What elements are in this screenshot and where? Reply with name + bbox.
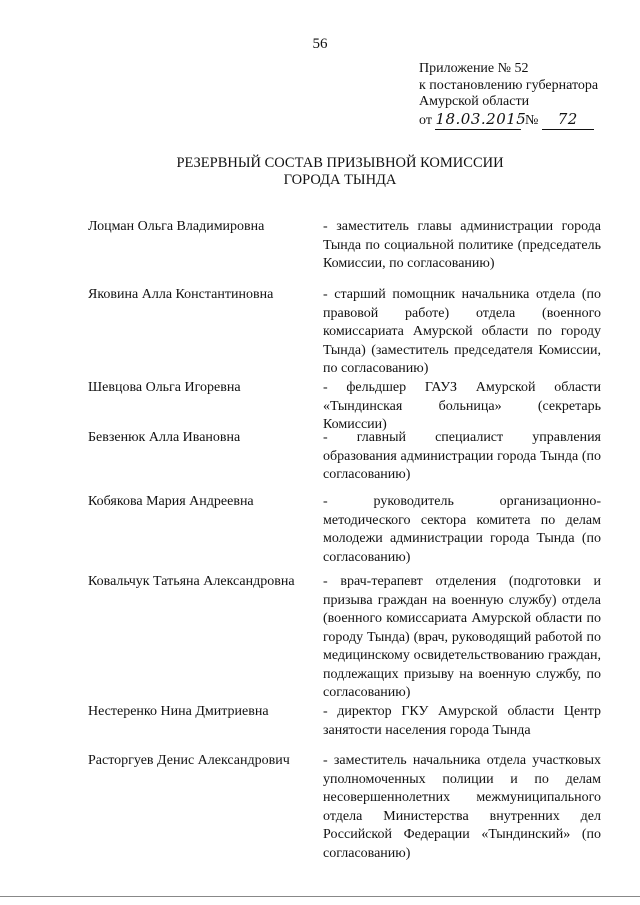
member-name: Бевзенюк Алла Ивановна	[88, 430, 241, 445]
handwritten-date: 18.03.2015	[435, 109, 527, 128]
member-name: Кобякова Мария Андреевна	[88, 494, 254, 509]
member-role: - врач-терапевт отделения (подготовки и призыва граждан на военную службу) отдела (военного комиссариата Амурской области по городу Тында) (врач, руководящий работой по медицинскому освидетельствованию граждан, подлежащих призыву на военную службу, по согласованию)	[323, 574, 601, 700]
member-name: Ковальчук Татьяна Александровна	[88, 574, 295, 589]
member-role: - главный специалист управления образования администрации города Тында (по согласованию)	[323, 430, 601, 482]
member-role: - заместитель главы администрации города Тында по социальной политике (председатель Комиссии, по согласованию)	[323, 219, 601, 271]
member-name: Лоцман Ольга Владимировна	[88, 219, 265, 234]
member-name: Нестеренко Нина Дмитриевна	[88, 704, 269, 719]
number-field	[542, 111, 594, 131]
appendix-decree-ref: к постановлению губернатора	[419, 77, 599, 93]
member-name: Яковина Алла Константиновна	[88, 287, 274, 302]
member-role: - фельдшер ГАУЗ Амурской области «Тындинская больница» (секретарь Комиссии)	[323, 380, 601, 432]
member-role: - заместитель начальника отдела участковых уполномоченных полиции и по делам несовершеннолетних межмуниципального отдела Министерства внутренних дел Российской Федерации «Тындинский» (по согласованию)	[323, 753, 601, 861]
document-title	[0, 155, 640, 189]
appendix-title: Приложение № 52	[419, 61, 529, 76]
date-field	[435, 109, 527, 131]
appendix-region: Амурской области	[419, 94, 530, 109]
appendix-date-number	[419, 111, 619, 131]
appendix-block	[419, 61, 619, 130]
page-bottom-edge	[0, 896, 640, 897]
member-role: - старший помощник начальника отдела (по правовой работе) отдела (военного комиссариата Амурской области по городу Тында) (заместитель председателя Комиссии, по согласованию)	[323, 287, 601, 376]
member-name: Шевцова Ольга Игоревна	[88, 380, 241, 395]
page-number: 56	[312, 36, 328, 52]
member-name: Расторгуев Денис Александрович	[88, 753, 290, 768]
number-prefix: №	[524, 112, 539, 128]
handwritten-number: 72	[557, 109, 578, 128]
title-line-1: РЕЗЕРВНЫЙ СОСТАВ ПРИЗЫВНОЙ КОМИССИИ	[176, 155, 504, 171]
title-line-2: ГОРОДА ТЫНДА	[283, 172, 397, 188]
date-prefix: от	[419, 112, 432, 128]
member-role: - руководитель организационно-методического сектора комитета по делам молодежи администрации города Тында (по согласованию)	[323, 494, 601, 565]
member-role: - директор ГКУ Амурской области Центр занятости населения города Тында	[323, 704, 601, 738]
